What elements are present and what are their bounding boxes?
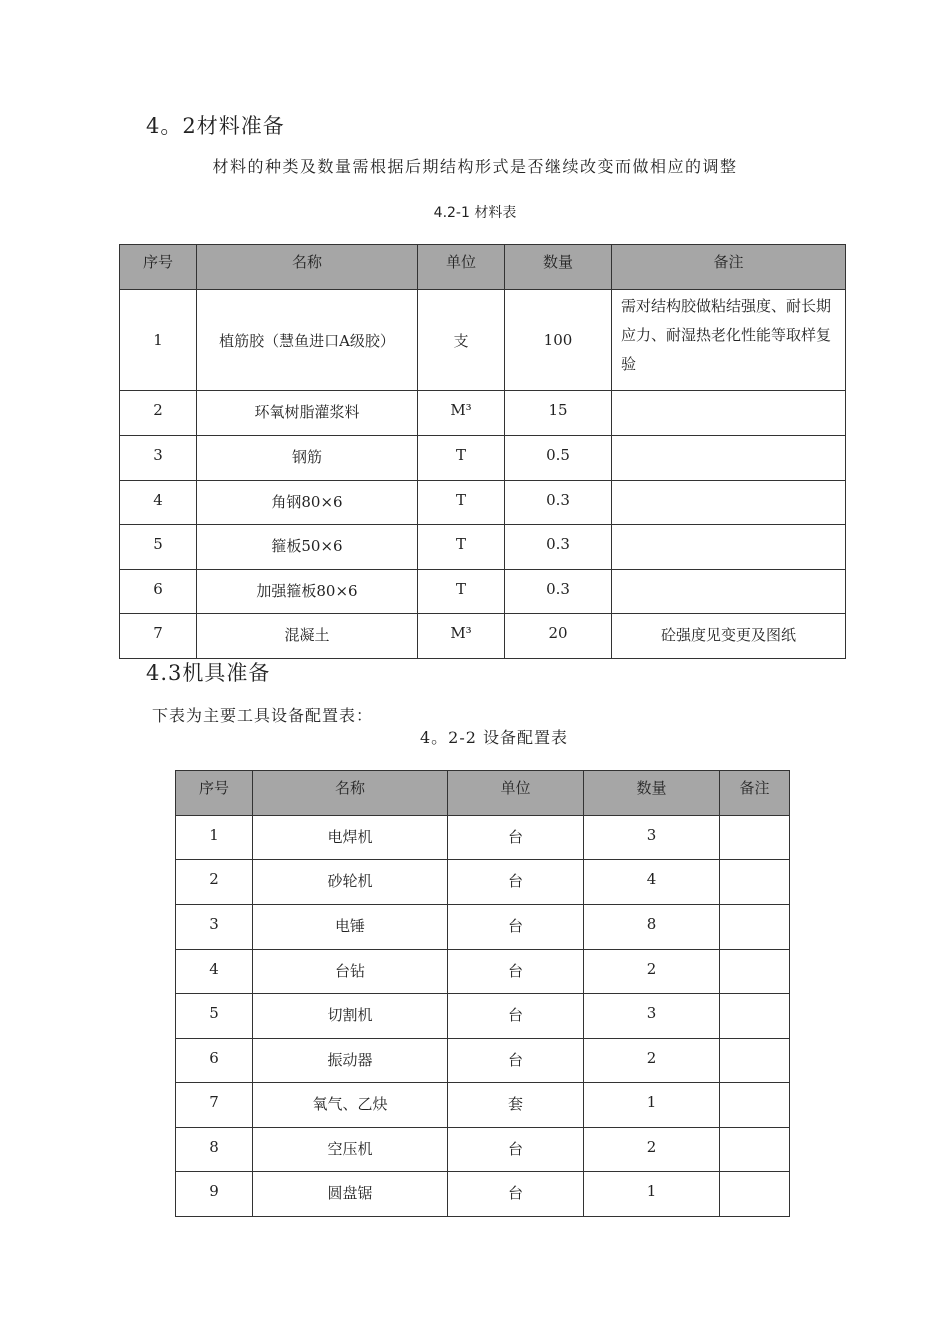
table-header-row: [120, 245, 846, 290]
cell-seq: 3: [120, 436, 197, 481]
cell-remark: [720, 1039, 790, 1083]
header-remark: 备注: [720, 771, 790, 816]
cell-unit: 台: [448, 816, 584, 860]
table-row: [176, 905, 790, 950]
cell-unit: 支: [418, 290, 505, 391]
materials-table-caption: 4.2-1 材料表: [433, 205, 517, 221]
cell-remark: [720, 816, 790, 860]
header-unit: 单位: [448, 771, 584, 816]
cell-seq: 3: [176, 905, 253, 950]
cell-unit: 台: [448, 860, 584, 905]
cell-unit: 台: [448, 994, 584, 1039]
table-row: [176, 1128, 790, 1172]
cell-unit: T: [418, 481, 505, 525]
cell-seq: 1: [176, 816, 253, 860]
cell-unit: M³: [418, 614, 505, 659]
cell-quantity: 0.5: [505, 436, 612, 481]
cell-unit: 台: [448, 1039, 584, 1083]
cell-name: 加强箍板80×6: [197, 570, 418, 614]
table-row: [120, 614, 846, 659]
cell-seq: 1: [120, 290, 197, 391]
cell-name: 植筋胶（慧鱼进口A级胶）: [197, 290, 418, 391]
header-name: 名称: [197, 245, 418, 290]
header-quantity: 数量: [584, 771, 720, 816]
cell-remark: 需对结构胶做粘结强度、耐长期应力、耐湿热老化性能等取样复验: [612, 290, 846, 391]
cell-name: 混凝土: [197, 614, 418, 659]
cell-quantity: 15: [505, 391, 612, 436]
cell-unit: 台: [448, 950, 584, 994]
cell-unit: T: [418, 436, 505, 481]
cell-unit: T: [418, 525, 505, 570]
cell-seq: 6: [176, 1039, 253, 1083]
cell-quantity: 100: [505, 290, 612, 391]
cell-unit: 台: [448, 1172, 584, 1217]
cell-remark: [720, 1172, 790, 1217]
table-row: [120, 525, 846, 570]
table-row: [120, 481, 846, 525]
cell-remark: [612, 436, 846, 481]
cell-remark: [720, 860, 790, 905]
cell-seq: 4: [176, 950, 253, 994]
cell-unit: 套: [448, 1083, 584, 1128]
table-row: [176, 1083, 790, 1128]
table-row: [176, 816, 790, 860]
cell-seq: 5: [176, 994, 253, 1039]
table-row: [120, 391, 846, 436]
cell-remark: [612, 570, 846, 614]
cell-quantity: 20: [505, 614, 612, 659]
cell-name: 电锤: [253, 905, 448, 950]
cell-quantity: 0.3: [505, 570, 612, 614]
cell-seq: 6: [120, 570, 197, 614]
cell-quantity: 4: [584, 860, 720, 905]
cell-quantity: 3: [584, 816, 720, 860]
cell-quantity: 2: [584, 1039, 720, 1083]
equipment-table-caption: 4。2-2 设备配置表: [419, 728, 569, 747]
header-remark: 备注: [612, 245, 846, 290]
equipment-table: [175, 770, 790, 1217]
cell-seq: 5: [120, 525, 197, 570]
cell-name: 圆盘锯: [253, 1172, 448, 1217]
cell-remark: [720, 1083, 790, 1128]
cell-remark: [720, 950, 790, 994]
cell-remark: [612, 391, 846, 436]
cell-name: 砂轮机: [253, 860, 448, 905]
table-row: [176, 950, 790, 994]
cell-quantity: 0.3: [505, 525, 612, 570]
table-row: [120, 290, 846, 391]
table-row: [176, 860, 790, 905]
cell-quantity: 2: [584, 1128, 720, 1172]
section-intro-text: 材料的种类及数量需根据后期结构形式是否继续改变而做相应的调整: [212, 157, 738, 176]
cell-quantity: 1: [584, 1172, 720, 1217]
cell-remark: [720, 994, 790, 1039]
cell-remark: [612, 525, 846, 570]
cell-unit: M³: [418, 391, 505, 436]
cell-name: 电焊机: [253, 816, 448, 860]
cell-name: 氧气、乙炔: [253, 1083, 448, 1128]
section-heading-4-3: 4.3机具准备: [146, 661, 271, 685]
cell-quantity: 1: [584, 1083, 720, 1128]
cell-name: 振动器: [253, 1039, 448, 1083]
header-unit: 单位: [418, 245, 505, 290]
cell-remark: [612, 481, 846, 525]
header-seq: 序号: [120, 245, 197, 290]
cell-remark: 砼强度见变更及图纸: [612, 614, 846, 659]
table-row: [120, 570, 846, 614]
cell-seq: 2: [120, 391, 197, 436]
cell-unit: 台: [448, 905, 584, 950]
cell-name: 环氧树脂灌浆料: [197, 391, 418, 436]
table-header-row: [176, 771, 790, 816]
cell-seq: 7: [176, 1083, 253, 1128]
header-seq: 序号: [176, 771, 253, 816]
cell-seq: 4: [120, 481, 197, 525]
cell-seq: 7: [120, 614, 197, 659]
cell-quantity: 0.3: [505, 481, 612, 525]
cell-name: 钢筋: [197, 436, 418, 481]
table-row: [176, 1039, 790, 1083]
cell-seq: 2: [176, 860, 253, 905]
cell-seq: 9: [176, 1172, 253, 1217]
header-name: 名称: [253, 771, 448, 816]
cell-remark: [720, 1128, 790, 1172]
cell-name: 空压机: [253, 1128, 448, 1172]
table-row: [176, 994, 790, 1039]
table-row: [176, 1172, 790, 1217]
cell-seq: 8: [176, 1128, 253, 1172]
materials-table: [119, 244, 846, 659]
table-row: [120, 436, 846, 481]
header-quantity: 数量: [505, 245, 612, 290]
cell-name: 切割机: [253, 994, 448, 1039]
cell-unit: T: [418, 570, 505, 614]
section-lead-text: 下表为主要工具设备配置表：: [152, 706, 374, 725]
cell-unit: 台: [448, 1128, 584, 1172]
section-heading-4-2: 4。2材料准备: [146, 114, 285, 138]
cell-name: 箍板50×6: [197, 525, 418, 570]
cell-quantity: 8: [584, 905, 720, 950]
cell-remark: [720, 905, 790, 950]
cell-name: 角钢80×6: [197, 481, 418, 525]
cell-quantity: 3: [584, 994, 720, 1039]
cell-quantity: 2: [584, 950, 720, 994]
cell-name: 台钻: [253, 950, 448, 994]
